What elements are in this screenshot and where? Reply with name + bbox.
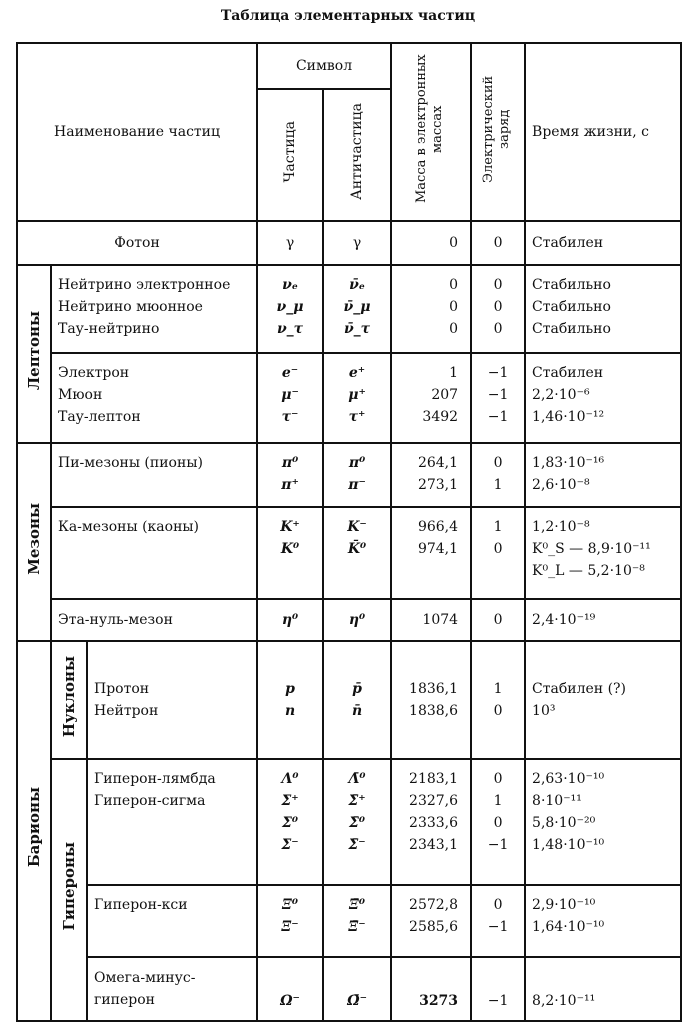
lifetime-value: 8·10⁻¹¹ xyxy=(532,793,582,809)
mass-value: 974,1 xyxy=(417,541,459,557)
lifetime-value: K⁰_S — 8,9·10⁻¹¹ xyxy=(532,541,651,557)
symbol: π⁰ xyxy=(348,455,366,471)
symbol: η⁰ xyxy=(257,599,323,641)
symbol: ν_τ xyxy=(276,321,304,337)
symbol: Σ⁰ xyxy=(282,815,299,831)
electron-name: Электрон xyxy=(58,365,130,381)
photon-lifetime: Стабилен xyxy=(525,221,681,265)
neutrino-mu-name: Нейтрино мюонное xyxy=(58,299,203,315)
header-mass: Масса в электронных массах xyxy=(414,54,446,203)
kaons-name: Ка-мезоны (каоны) xyxy=(51,507,257,599)
group-hyperons: Гипероны xyxy=(60,842,78,931)
charge-value: −1 xyxy=(487,409,509,425)
photon-charge: 0 xyxy=(471,221,525,265)
table-row xyxy=(17,885,681,957)
table-row xyxy=(17,265,681,353)
table-row xyxy=(17,641,681,759)
symbol: π⁰ xyxy=(281,455,299,471)
muon-name: Мюон xyxy=(58,387,103,403)
symbol: Σ⁻ xyxy=(281,837,299,853)
mass-value: 264,1 xyxy=(417,455,459,471)
header-particle: Частица xyxy=(282,120,299,183)
lifetime-value: Стабилен (?) xyxy=(532,681,626,697)
charge-value: 0 xyxy=(493,541,503,557)
charge-value: 0 xyxy=(493,277,503,293)
charge-value: −1 xyxy=(487,387,509,403)
mass-value: 966,4 xyxy=(417,519,459,535)
lifetime-value: Стабильно xyxy=(532,277,611,293)
symbol: p̄ xyxy=(352,681,362,697)
lifetime-value: 1,64·10⁻¹⁰ xyxy=(532,919,605,935)
symbol: K⁺ xyxy=(280,519,300,535)
charge-value: 0 xyxy=(493,815,503,831)
symbol: τ⁻ xyxy=(281,409,299,425)
symbol: n̄ xyxy=(351,703,363,719)
lifetime-value: Стабилен xyxy=(532,365,604,381)
lifetime-value: 2,9·10⁻¹⁰ xyxy=(532,897,596,913)
mass-value: 3273 xyxy=(391,957,471,1021)
symbol: ν̄_τ xyxy=(343,321,371,337)
symbol: Λ⁰ xyxy=(281,771,299,787)
symbol: ν̄_μ xyxy=(343,299,371,315)
lifetime-value: 2,63·10⁻¹⁰ xyxy=(532,771,605,787)
symbol: Ω̄⁻ xyxy=(323,957,391,1021)
lifetime-value: 1,2·10⁻⁸ xyxy=(532,519,590,535)
lifetime-value: 2,4·10⁻¹⁹ xyxy=(525,599,681,641)
lifetime-value: 1,83·10⁻¹⁶ xyxy=(532,455,605,471)
symbol: ν̄ₑ xyxy=(349,277,365,293)
mass-value: 1 xyxy=(449,365,459,381)
symbol: μ⁺ xyxy=(348,387,366,403)
symbol: e⁺ xyxy=(348,365,366,381)
symbol: Ξ⁰ xyxy=(282,897,299,913)
symbol: n xyxy=(284,703,296,719)
symbol: νₑ xyxy=(282,277,298,293)
lifetime-value: Стабильно xyxy=(532,299,611,315)
symbol: Σ⁺ xyxy=(281,793,299,809)
symbol: π⁺ xyxy=(281,477,299,493)
symbol: Ω⁻ xyxy=(257,957,323,1021)
omega-name-line1: Омега-минус- xyxy=(94,970,196,986)
charge-value: 0 xyxy=(493,897,503,913)
neutron-name: Нейтрон xyxy=(94,703,159,719)
photon-anti: γ xyxy=(323,221,391,265)
symbol: Ξ⁻ xyxy=(281,919,299,935)
table-row xyxy=(17,759,681,885)
mass-value: 273,1 xyxy=(417,477,459,493)
lifetime-value: 8,2·10⁻¹¹ xyxy=(525,957,681,1021)
mass-value: 1836,1 xyxy=(409,681,459,697)
lifetime-value: 10³ xyxy=(532,703,556,719)
symbol: τ⁺ xyxy=(348,409,366,425)
mass-value: 207 xyxy=(431,387,459,403)
symbol: e⁻ xyxy=(281,365,299,381)
symbol: Ξ̄⁻ xyxy=(348,919,366,935)
lifetime-value: K⁰_L — 5,2·10⁻⁸ xyxy=(532,563,645,579)
symbol: K⁰ xyxy=(280,541,300,557)
header-charge: Электрический заряд xyxy=(481,74,513,183)
eta-name: Эта-нуль-мезон xyxy=(51,599,257,641)
table-row xyxy=(17,443,681,507)
mass-value: 3492 xyxy=(422,409,459,425)
particles-table xyxy=(16,42,682,1022)
symbol: K̄⁰ xyxy=(347,541,367,557)
charge-value: 1 xyxy=(493,477,503,493)
photon-mass: 0 xyxy=(391,221,471,265)
lifetime-value: 2,2·10⁻⁶ xyxy=(532,387,590,403)
mass-value: 2327,6 xyxy=(409,793,459,809)
xi-name: Гиперон-кси xyxy=(87,885,257,957)
charge-value: 1 xyxy=(493,519,503,535)
table-row xyxy=(17,221,681,265)
charge-value: 1 xyxy=(493,681,503,697)
charge-value: 0 xyxy=(493,455,503,471)
table-row xyxy=(17,353,681,443)
group-nucleons: Нуклоны xyxy=(60,655,78,738)
symbol: Σ̄⁺ xyxy=(348,793,366,809)
mass-value: 0 xyxy=(449,299,459,315)
mass-value: 0 xyxy=(449,277,459,293)
mass-value: 1074 xyxy=(391,599,471,641)
charge-value: −1 xyxy=(471,957,525,1021)
table-row xyxy=(17,507,681,599)
header-lifetime: Время жизни, с xyxy=(525,43,681,221)
charge-value: 0 xyxy=(471,599,525,641)
photon-particle: γ xyxy=(257,221,323,265)
charge-value: 0 xyxy=(493,771,503,787)
symbol: Λ̄⁰ xyxy=(348,771,366,787)
charge-value: −1 xyxy=(487,919,509,935)
header-symbol: Символ xyxy=(257,43,391,89)
sigma-name: Гиперон-сигма xyxy=(94,793,206,809)
symbol: Σ̄⁰ xyxy=(349,815,366,831)
symbol: Ξ̄⁰ xyxy=(349,897,366,913)
header-antiparticle: Античастица xyxy=(349,103,366,200)
neutrino-e-name: Нейтрино электронное xyxy=(58,277,231,293)
lifetime-value: 1,46·10⁻¹² xyxy=(532,409,605,425)
lifetime-value: 5,8·10⁻²⁰ xyxy=(532,815,596,831)
symbol: Σ̄⁻ xyxy=(348,837,366,853)
symbol: K⁻ xyxy=(347,519,367,535)
header-name: Наименование частиц xyxy=(17,43,257,221)
mass-value: 2333,6 xyxy=(409,815,459,831)
proton-name: Протон xyxy=(94,681,150,697)
omega-name-line2: гиперон xyxy=(94,992,156,1008)
tau-name: Тау-лептон xyxy=(58,409,141,425)
mass-value: 2183,1 xyxy=(409,771,459,787)
symbol: p xyxy=(285,681,295,697)
group-leptons: Лептоны xyxy=(25,310,43,391)
pions-name: Пи-мезоны (пионы) xyxy=(51,443,257,507)
lifetime-value: 2,6·10⁻⁸ xyxy=(532,477,590,493)
mass-value: 0 xyxy=(449,321,459,337)
neutrino-tau-name: Тау-нейтрино xyxy=(58,321,160,337)
symbol: ν_μ xyxy=(276,299,304,315)
lifetime-value: 1,48·10⁻¹⁰ xyxy=(532,837,605,853)
charge-value: 0 xyxy=(493,299,503,315)
table-row xyxy=(17,599,681,641)
charge-value: 1 xyxy=(493,793,503,809)
mass-value: 1838,6 xyxy=(409,703,459,719)
charge-value: 0 xyxy=(493,703,503,719)
charge-value: −1 xyxy=(487,365,509,381)
group-mesons: Мезоны xyxy=(25,502,43,575)
group-baryons: Барионы xyxy=(25,787,43,868)
symbol: μ⁻ xyxy=(281,387,299,403)
table-title: Таблица элементарных частиц xyxy=(220,8,476,24)
symbol: π⁻ xyxy=(348,477,366,493)
mass-value: 2572,8 xyxy=(409,897,459,913)
mass-value: 2585,6 xyxy=(409,919,459,935)
lambda-name: Гиперон-лямбда xyxy=(94,771,216,787)
table-row xyxy=(17,957,681,1021)
symbol: η⁰ xyxy=(323,599,391,641)
lifetime-value: Стабильно xyxy=(532,321,611,337)
charge-value: −1 xyxy=(487,837,509,853)
charge-value: 0 xyxy=(493,321,503,337)
photon-name: Фотон xyxy=(17,221,257,265)
mass-value: 2343,1 xyxy=(409,837,459,853)
